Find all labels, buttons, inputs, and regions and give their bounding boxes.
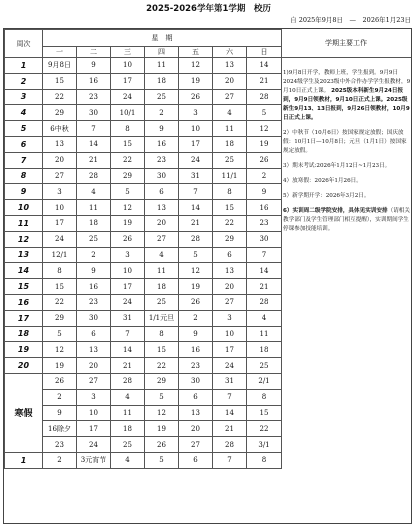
date-cell: 16 (77, 73, 111, 89)
date-cell: 12/1 (43, 247, 77, 263)
date-cell: 12 (145, 405, 179, 421)
date-cell: 9 (145, 121, 179, 137)
date-cell: 16 (145, 136, 179, 152)
date-cell: 25 (213, 152, 247, 168)
week-number: 13 (5, 247, 43, 263)
week-number: 6 (5, 136, 43, 152)
week-number: 7 (5, 152, 43, 168)
date-cell: 22 (145, 358, 179, 374)
date-cell: 27 (77, 373, 111, 389)
date-cell: 19 (247, 136, 282, 152)
week-number: 19 (5, 342, 43, 358)
date-cell: 9 (77, 58, 111, 74)
week-row (5, 200, 282, 216)
week-row (5, 247, 282, 263)
date-cell: 18 (145, 279, 179, 295)
note-item: 2）中秋节（10月6日）按国家规定放假；国庆放假：10月1日—10月8日；元旦（1月1日）按国家规定放假。 (283, 130, 407, 154)
date-cell: 20 (77, 358, 111, 374)
date-cell: 3 (77, 389, 111, 405)
date-cell: 15 (111, 136, 145, 152)
date-cell: 26 (145, 437, 179, 453)
week-row (5, 326, 282, 342)
week-number: 2 (5, 73, 43, 89)
note-item: 5）新学期开学：2026年3月2日。 (283, 193, 370, 199)
date-cell: 24 (77, 437, 111, 453)
date-cell: 6 (145, 184, 179, 200)
date-cell: 30 (77, 105, 111, 121)
date-cell: 3 (179, 105, 213, 121)
date-cell: 20 (145, 215, 179, 231)
date-cell: 18 (77, 215, 111, 231)
day-header: 五 (179, 47, 213, 58)
date-cell: 11 (145, 263, 179, 279)
date-cell: 5 (111, 184, 145, 200)
notes-panel (283, 69, 411, 240)
date-cell: 2 (145, 105, 179, 121)
note-item: 3）期末考试:2026年1月12日~1月23日。 (283, 163, 391, 169)
date-cell: 3 (43, 184, 77, 200)
date-cell: 12 (179, 58, 213, 74)
date-cell: 17 (111, 73, 145, 89)
date-cell: 11/1 (213, 168, 247, 184)
date-cell: 9月8日 (43, 58, 77, 74)
date-cell: 22 (43, 89, 77, 105)
date-cell: 29 (145, 373, 179, 389)
date-cell: 10 (77, 405, 111, 421)
date-cell: 27 (179, 437, 213, 453)
date-cell: 28 (247, 89, 282, 105)
note-item (283, 207, 411, 234)
week-number: 1 (5, 452, 43, 468)
week-row (5, 152, 282, 168)
week-row (5, 263, 282, 279)
week-row (5, 310, 282, 326)
date-cell: 31 (179, 168, 213, 184)
date-cell: 9 (77, 263, 111, 279)
week-number: 20 (5, 358, 43, 374)
week-row (5, 136, 282, 152)
holiday-row (5, 389, 282, 405)
date-cell: 25 (145, 89, 179, 105)
date-cell: 13 (213, 263, 247, 279)
date-cell: 26 (179, 89, 213, 105)
date-cell: 19 (145, 421, 179, 437)
date-cell: 27 (43, 168, 77, 184)
date-cell: 24 (111, 89, 145, 105)
date-cell: 7 (213, 389, 247, 405)
date-cell: 21 (247, 73, 282, 89)
date-cell: 14 (213, 405, 247, 421)
week-number: 17 (5, 310, 43, 326)
day-header: 日 (247, 47, 282, 58)
date-cell: 30 (247, 231, 282, 247)
date-cell: 6 (179, 389, 213, 405)
date-cell: 27 (145, 231, 179, 247)
date-cell: 19 (43, 358, 77, 374)
week-row (5, 215, 282, 231)
date-cell: 28 (179, 231, 213, 247)
holiday-row (5, 373, 282, 389)
date-cell: 31 (213, 373, 247, 389)
date-cell: 5 (179, 247, 213, 263)
date-cell: 22 (111, 152, 145, 168)
date-cell: 23 (145, 152, 179, 168)
week-column-header: 周次 (5, 30, 43, 58)
date-cell: 9 (179, 326, 213, 342)
date-cell: 10 (111, 58, 145, 74)
date-cell: 22 (247, 421, 282, 437)
week-number: 11 (5, 215, 43, 231)
date-cell: 20 (43, 152, 77, 168)
week-number: 9 (5, 184, 43, 200)
note-text: 1)9月8日开学，教师上班，学生报到。9月9日2024级学生及2023级中外合作办学学生报教材，9月10日正式上课。 (283, 70, 411, 94)
date-cell: 15 (43, 73, 77, 89)
date-cell: 25 (111, 437, 145, 453)
date-cell: 2 (43, 389, 77, 405)
week-row (5, 342, 282, 358)
date-cell: 13 (145, 200, 179, 216)
date-cell: 21 (111, 358, 145, 374)
date-cell: 12 (111, 200, 145, 216)
week-row (5, 279, 282, 295)
date-cell: 24 (43, 231, 77, 247)
date-cell: 14 (247, 58, 282, 74)
day-header: 四 (145, 47, 179, 58)
date-cell: 15 (43, 279, 77, 295)
week-row (5, 73, 282, 89)
date-cell: 17 (43, 215, 77, 231)
date-cell: 13 (77, 342, 111, 358)
date-cell: 20 (179, 421, 213, 437)
note-item: 4）放寒假：2026年1月26日。 (283, 178, 362, 184)
date-cell: 28 (77, 168, 111, 184)
date-cell: 5 (43, 326, 77, 342)
date-cell: 3 (111, 247, 145, 263)
holiday-row (5, 437, 282, 453)
date-cell: 7 (213, 452, 247, 468)
date-cell: 25 (145, 294, 179, 310)
week-row (5, 58, 282, 74)
week-number: 8 (5, 168, 43, 184)
week-row (5, 184, 282, 200)
date-cell: 27 (213, 294, 247, 310)
week-number: 3 (5, 89, 43, 105)
week-number: 10 (5, 200, 43, 216)
date-cell: 15 (247, 405, 282, 421)
date-cell: 11 (111, 405, 145, 421)
date-cell: 23 (247, 215, 282, 231)
date-cell: 2 (43, 452, 77, 468)
date-cell: 3/1 (247, 437, 282, 453)
date-cell: 4 (213, 105, 247, 121)
date-cell: 5 (145, 452, 179, 468)
date-cell: 14 (247, 263, 282, 279)
date-cell: 21 (247, 279, 282, 295)
date-cell: 17 (213, 342, 247, 358)
date-cell: 21 (213, 421, 247, 437)
week-row (5, 105, 282, 121)
date-cell: 18 (145, 73, 179, 89)
date-cell: 11 (145, 58, 179, 74)
date-cell: 10/1 (111, 105, 145, 121)
date-cell: 17 (179, 136, 213, 152)
date-cell: 16除夕 (43, 421, 77, 437)
date-cell: 20 (213, 279, 247, 295)
date-cell: 2/1 (247, 373, 282, 389)
week-row (5, 168, 282, 184)
date-cell: 19 (179, 73, 213, 89)
week-number: 5 (5, 121, 43, 137)
date-cell: 17 (77, 421, 111, 437)
date-cell: 24 (179, 152, 213, 168)
date-cell: 31 (111, 310, 145, 326)
date-cell: 30 (77, 310, 111, 326)
date-cell: 24 (111, 294, 145, 310)
date-cell: 6 (77, 326, 111, 342)
date-cell: 29 (43, 105, 77, 121)
holiday-label: 寒假 (5, 373, 43, 452)
date-cell: 25 (77, 231, 111, 247)
date-cell: 16 (179, 342, 213, 358)
date-cell: 4 (111, 389, 145, 405)
date-cell: 2 (77, 247, 111, 263)
week-row (5, 231, 282, 247)
weekday-group-header: 星 期 (43, 30, 282, 47)
date-cell: 8 (247, 452, 282, 468)
date-cell: 24 (213, 358, 247, 374)
date-cell: 28 (247, 294, 282, 310)
date-cell: 29 (213, 231, 247, 247)
date-cell: 12 (179, 263, 213, 279)
day-header: 三 (111, 47, 145, 58)
date-cell: 4 (145, 247, 179, 263)
date-cell: 8 (111, 121, 145, 137)
date-cell: 8 (145, 326, 179, 342)
date-cell: 22 (213, 215, 247, 231)
date-cell: 21 (179, 215, 213, 231)
date-cell: 7 (247, 247, 282, 263)
date-cell: 11 (213, 121, 247, 137)
date-cell: 10 (179, 121, 213, 137)
date-cell: 11 (247, 326, 282, 342)
week-number: 16 (5, 294, 43, 310)
date-cell: 16 (247, 200, 282, 216)
date-cell: 29 (111, 168, 145, 184)
date-cell: 10 (213, 326, 247, 342)
date-cell: 13 (179, 405, 213, 421)
date-cell: 25 (247, 358, 282, 374)
date-cell: 2 (247, 168, 282, 184)
week-number: 15 (5, 279, 43, 295)
date-cell: 26 (43, 373, 77, 389)
date-cell: 9 (247, 184, 282, 200)
day-header: 一 (43, 47, 77, 58)
date-cell: 7 (179, 184, 213, 200)
date-cell: 13 (213, 58, 247, 74)
week-row (5, 121, 282, 137)
date-cell: 15 (145, 342, 179, 358)
calendar-frame (3, 28, 412, 524)
week-row (5, 89, 282, 105)
date-cell: 26 (179, 294, 213, 310)
date-cell: 7 (111, 326, 145, 342)
note-item (283, 69, 411, 123)
week-number: 4 (5, 105, 43, 121)
date-cell: 15 (213, 200, 247, 216)
date-cell: 8 (213, 184, 247, 200)
date-cell: 26 (247, 152, 282, 168)
date-cell: 12 (43, 342, 77, 358)
day-header: 六 (213, 47, 247, 58)
day-header: 二 (77, 47, 111, 58)
date-cell: 18 (247, 342, 282, 358)
week-number: 18 (5, 326, 43, 342)
date-cell: 19 (179, 279, 213, 295)
date-cell: 3 (213, 310, 247, 326)
date-cell: 26 (111, 231, 145, 247)
date-cell: 29 (43, 310, 77, 326)
note-text: （请相关教学部门及学生管理部门相互提醒），实训期间学生停课参加技能培训。 (283, 208, 410, 232)
date-cell: 23 (77, 89, 111, 105)
calendar-table (4, 29, 282, 469)
date-cell: 9 (43, 405, 77, 421)
date-cell: 6 (213, 247, 247, 263)
holiday-row (5, 421, 282, 437)
date-cell: 6中秋 (43, 121, 77, 137)
date-cell: 23 (43, 437, 77, 453)
date-cell: 28 (213, 437, 247, 453)
date-cell: 1/1元旦 (145, 310, 179, 326)
date-cell: 10 (111, 263, 145, 279)
date-cell: 4 (77, 184, 111, 200)
date-cell: 21 (77, 152, 111, 168)
date-cell: 14 (179, 200, 213, 216)
date-cell: 19 (111, 215, 145, 231)
date-cell: 4 (111, 452, 145, 468)
date-cell: 8 (43, 263, 77, 279)
date-cell: 6 (179, 452, 213, 468)
date-cell: 28 (111, 373, 145, 389)
note-text-bold: 6）实训周二级学院安排，具体见实训安排 (283, 208, 388, 214)
date-cell: 8 (247, 389, 282, 405)
date-range: 自 2025年9月8日 — 2026年1月23日 (290, 16, 411, 24)
date-cell: 7 (77, 121, 111, 137)
notes-header: 学期主要工作 (281, 29, 411, 58)
date-cell: 30 (145, 168, 179, 184)
date-cell: 23 (77, 294, 111, 310)
note-text-bold: 2025级本科新生9月24日报到，9月9日领教材，9月10日正式上课。2025级新生9月13、13日报到，9月26日领教材，10月9日正式上课。 (283, 88, 410, 121)
date-cell: 3元宵节 (77, 452, 111, 468)
week-row (5, 294, 282, 310)
week-number: 1 (5, 58, 43, 74)
date-cell: 20 (213, 73, 247, 89)
date-cell: 5 (145, 389, 179, 405)
date-cell: 17 (111, 279, 145, 295)
date-cell: 18 (213, 136, 247, 152)
week-number: 12 (5, 231, 43, 247)
date-cell: 10 (43, 200, 77, 216)
calendar-title: 2025-2026学年第1学期 校历 (146, 4, 271, 14)
date-cell: 14 (111, 342, 145, 358)
date-cell: 22 (43, 294, 77, 310)
date-cell: 23 (179, 358, 213, 374)
date-cell: 14 (77, 136, 111, 152)
date-cell: 18 (111, 421, 145, 437)
date-cell: 13 (43, 136, 77, 152)
date-cell: 27 (213, 89, 247, 105)
date-cell: 5 (247, 105, 282, 121)
next-term-row (5, 452, 282, 468)
week-number: 14 (5, 263, 43, 279)
date-cell: 16 (77, 279, 111, 295)
week-row (5, 358, 282, 374)
date-cell: 2 (179, 310, 213, 326)
date-cell: 12 (247, 121, 282, 137)
date-cell: 11 (77, 200, 111, 216)
holiday-row (5, 405, 282, 421)
date-cell: 30 (179, 373, 213, 389)
date-cell: 4 (247, 310, 282, 326)
